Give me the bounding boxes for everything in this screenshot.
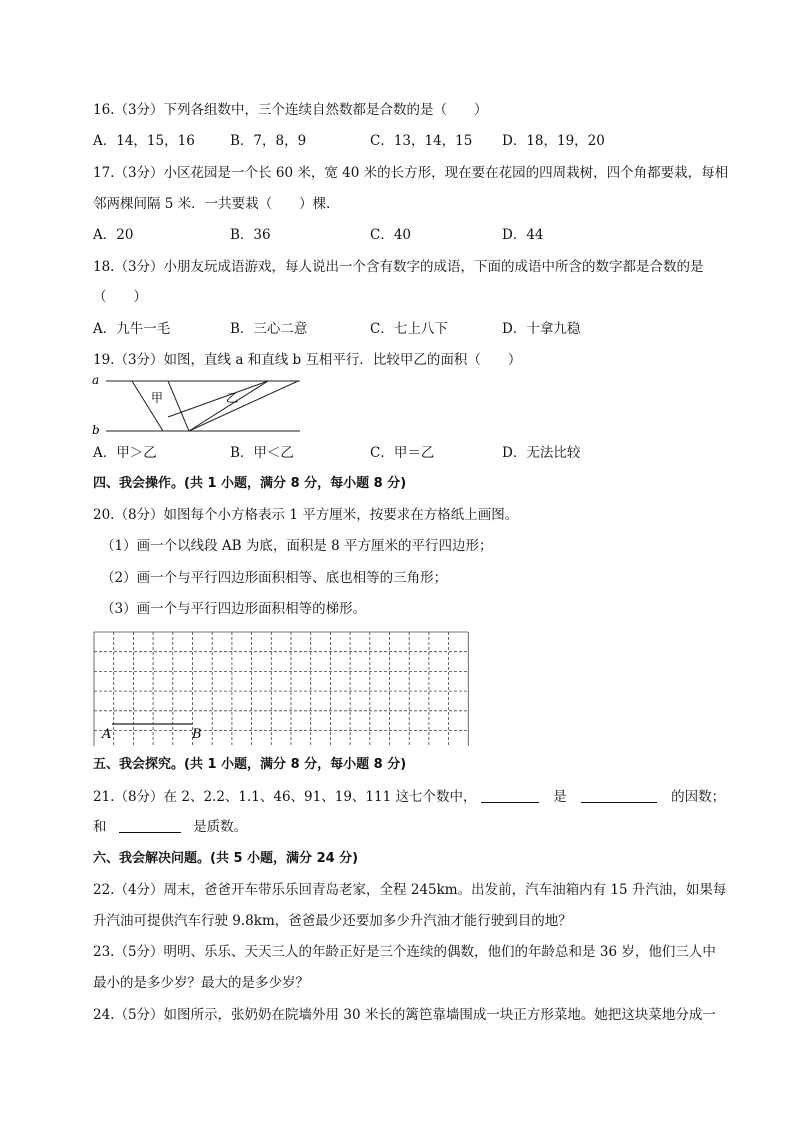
label-a: a [92,373,100,387]
q17-option-c: C．40 [370,227,412,243]
q21-text-4: 和 [93,819,107,835]
section-6-title: 六、我会解决问题。(共 5 小题，满分 24 分) [93,851,359,866]
shape-yi-edge-5 [168,381,268,417]
q19-option-a: A．甲＞乙 [93,445,157,461]
q23-line1: 23.（5分）明明、乐乐、天天三人的年龄正好是三个连续的偶数，他们的年龄总和是 36 岁，他们三人中 [93,944,716,960]
q17-option-b: B．36 [230,227,271,243]
q20-stem: 20.（8分）如图每个小方格表示 1 平方厘米，按要求在方格纸上画图。 [93,507,519,523]
q16-option-a: A．14，15，16 [93,133,195,149]
shape-yi-edge-2 [185,381,264,431]
point-a-label: A [102,727,112,742]
label-jia: 甲 [151,391,164,405]
label-yi: 乙 [226,391,239,405]
q16-stem: 16.（3分）下列各组数中，三个连续自然数都是合数的是（ ） [93,102,488,118]
q18-option-c: C．七上八下 [370,321,448,337]
q24-line1: 24.（5分）如图所示，张奶奶在院墙外用 30 米长的篱笆靠墙围成一块正方形菜地。她把这块菜地分成一 [93,1007,716,1023]
q17-line1: 17.（3分）小区花园是一个长 60 米，宽 40 米的长方形，现在要在花园的四周栽树，四个角都要栽，每相 [93,165,729,181]
q16-option-c: C．13，14，15 [370,133,473,149]
q18-option-d: D．十拿九稳 [502,321,581,337]
q22-line2: 升汽油可提供汽车行驶 9.8km，爸爸最少还要加多少升汽油才能行驶到目的地？ [93,913,572,929]
q19-stem: 19.（3分）如图，直线 a 和直线 b 互相平行．比较甲乙的面积（ ） [93,352,522,368]
section-5-title: 五、我会探究。(共 1 小题，满分 8 分，每小题 8 分) [93,757,407,772]
q20-item-3: （3）画一个与平行四边形面积相等的梯形。 [101,601,367,617]
q19-option-b: B．甲＜乙 [230,445,294,461]
q21-blank-1[interactable] [481,788,539,803]
q21-text-1: 21.（8分）在 2、2.2、1.1、46、91、19、111 这七个数中， [93,789,477,805]
section-4-title: 四、我会操作。(共 1 小题，满分 8 分，每小题 8 分) [93,476,407,491]
q18-option-a: A．九牛一毛 [93,321,171,337]
q21-line2 [93,818,247,836]
q20-item-1: （1）画一个以线段 AB 为底，面积是 8 平方厘米的平行四边形； [101,538,493,554]
q21-text-2: 是 [553,789,567,805]
q20-square-grid [92,630,474,746]
q19-option-c: C．甲＝乙 [370,445,435,461]
q16-option-d: D．18，19，20 [502,133,605,149]
q17-line2: 邻两棵间隔 5 米．一共要栽（ ）棵． [93,196,340,212]
label-b: b [92,423,100,436]
q17-option-a: A．20 [93,227,134,243]
q16-option-b: B．7，8，9 [230,133,307,149]
point-b-label: B [192,727,202,742]
q21-line1 [93,788,725,806]
q18-option-b: B．三心二意 [230,321,308,337]
q19-parallel-lines-figure [88,370,308,436]
shape-yi-edge-4 [189,381,298,431]
q18-line2: （ ） [93,289,147,305]
q21-blank-3[interactable] [119,818,181,833]
q19-option-d: D．无法比较 [502,445,581,461]
q22-line1: 22.（4分）周末，爸爸开车带乐乐回青岛老家，全程 245km。出发前，汽车油箱内有 15 升汽油，如果每 [93,882,727,898]
q18-line1: 18.（3分）小朋友玩成语游戏，每人说出一个含有数字的成语，下面的成语中所含的数字都是合数的是 [93,259,704,275]
q23-line2: 最小的是多少岁？最大的是多少岁？ [93,975,309,991]
shape-jia [132,381,189,431]
shape-yi-edge-1 [189,381,268,431]
q21-blank-2[interactable] [581,788,657,803]
q21-text-3: 的因数； [671,789,726,805]
q20-item-2: （2）画一个与平行四边形面积相等、底也相等的三角形； [101,570,448,586]
q17-option-d: D．44 [502,227,544,243]
q21-text-5: 是质数。 [193,819,248,835]
